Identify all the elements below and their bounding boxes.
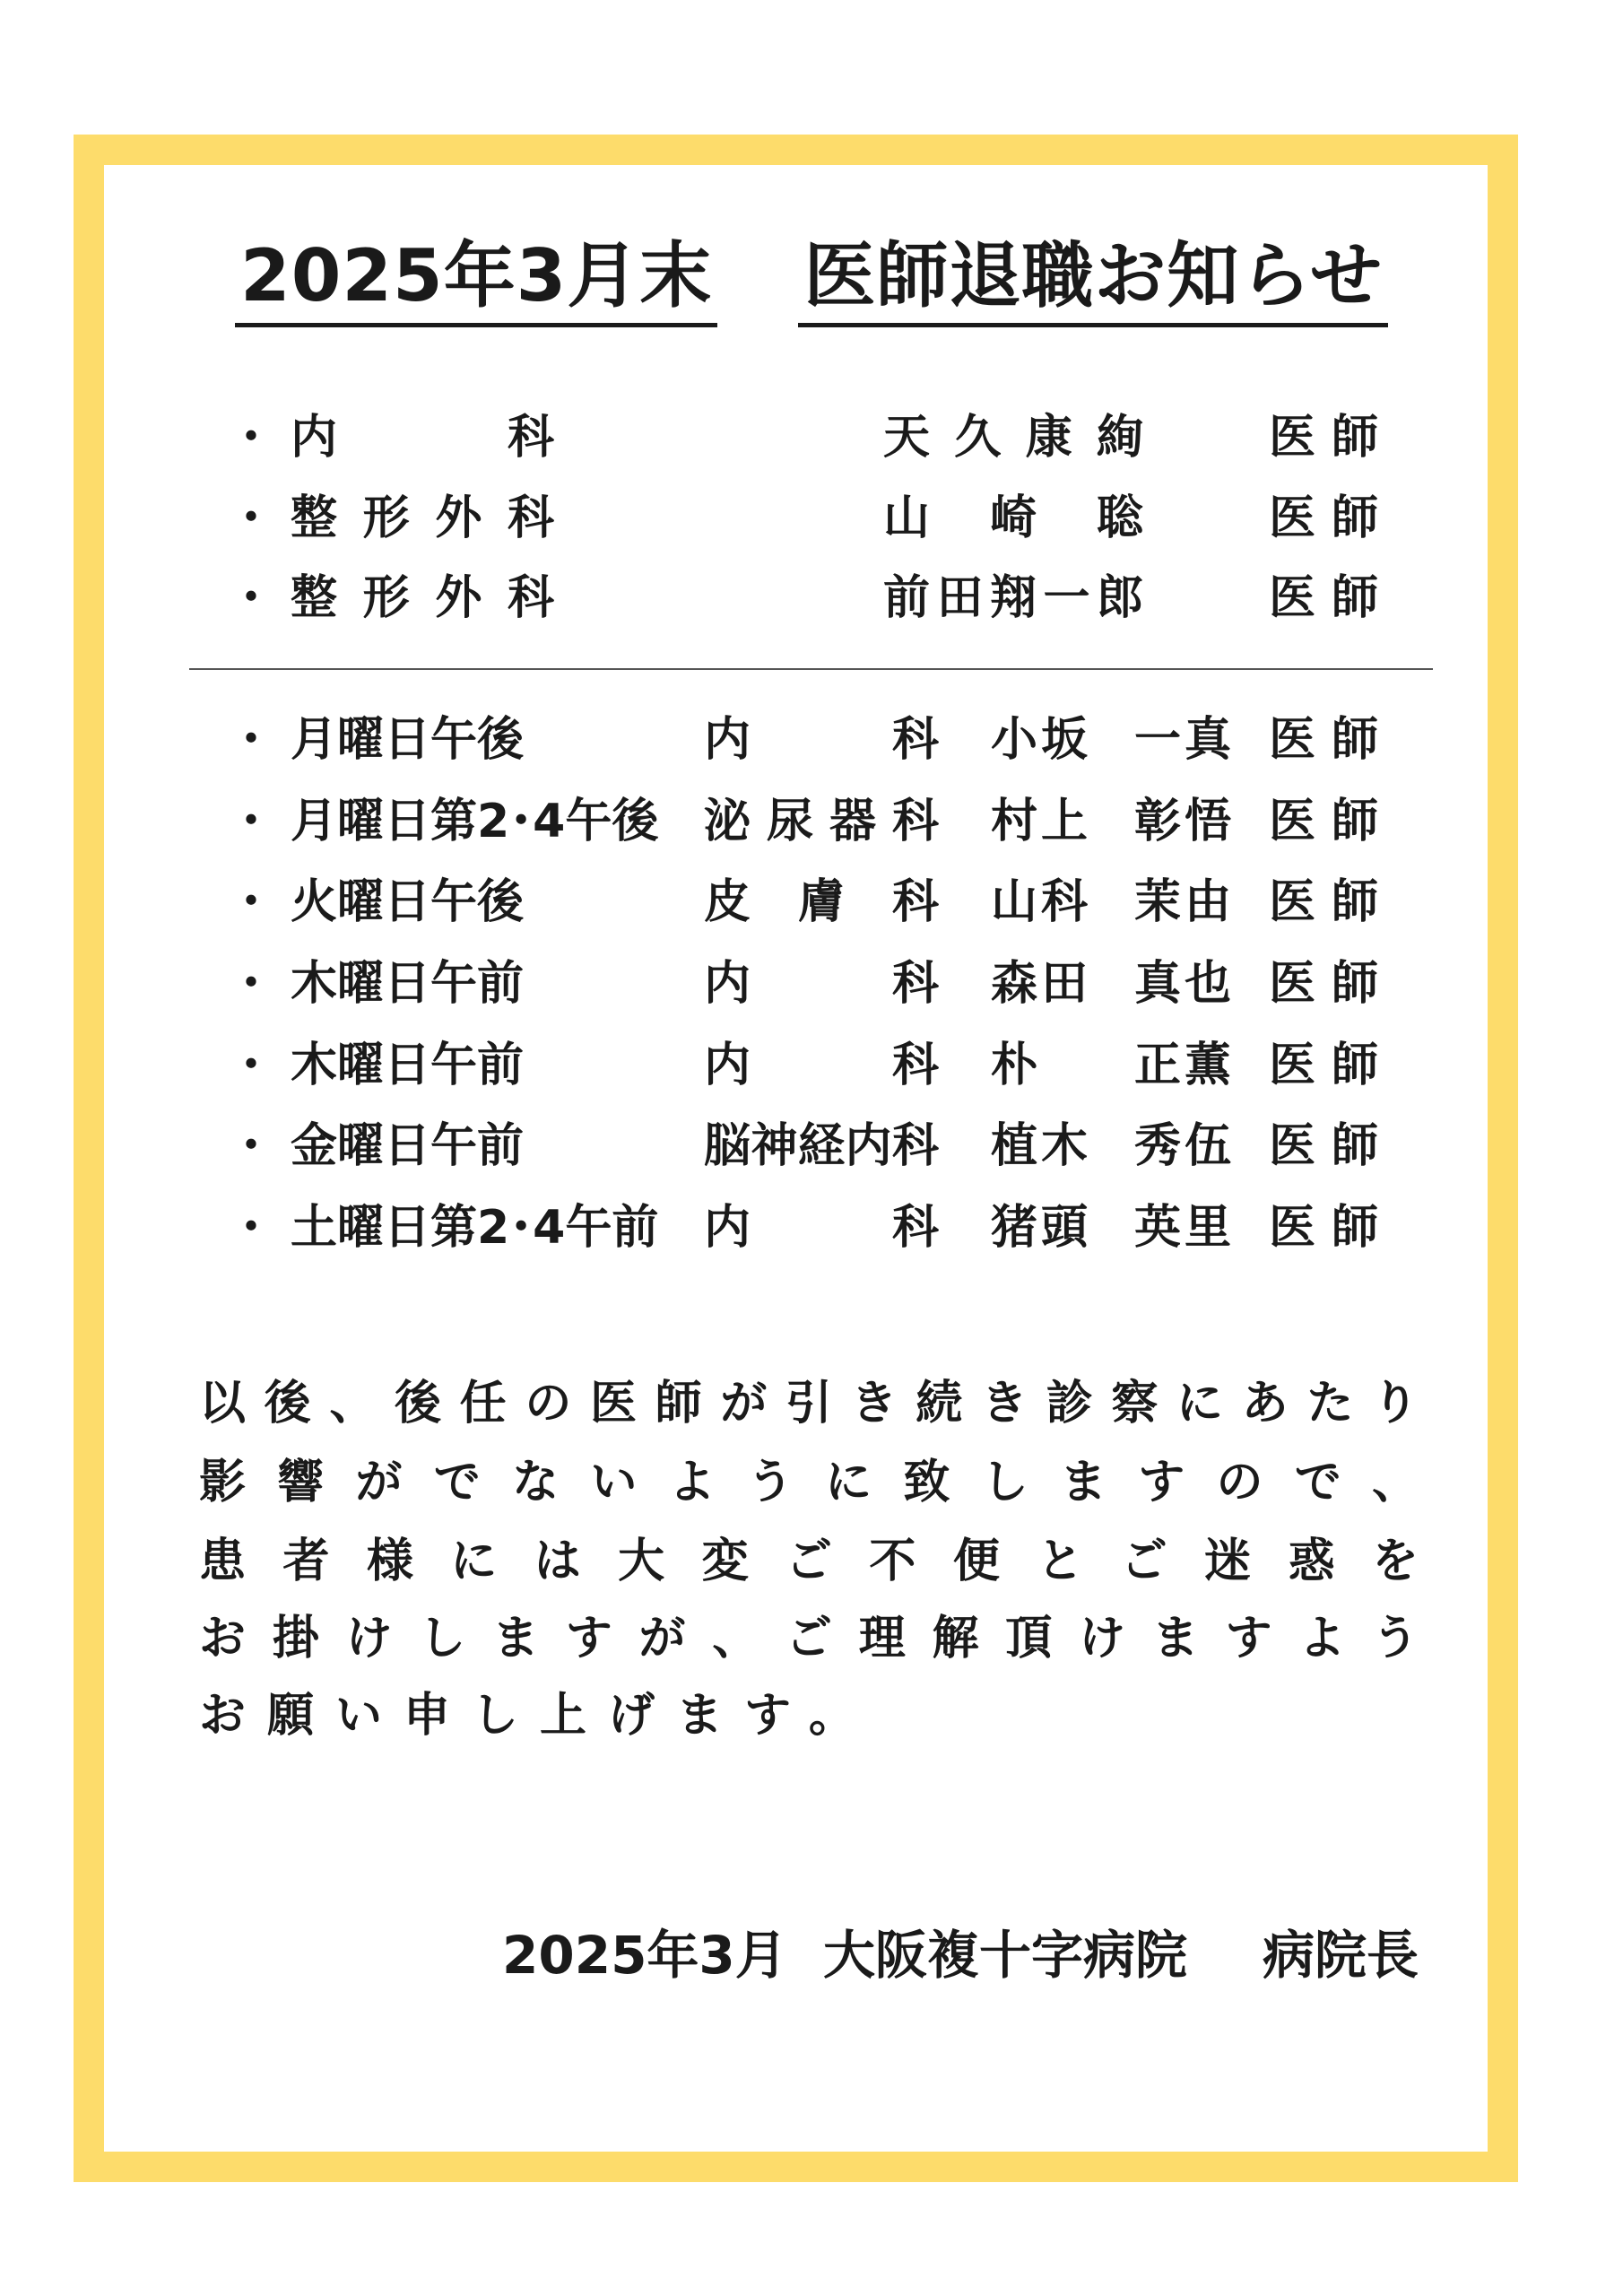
department: 内科: [704, 1201, 939, 1255]
clinic-time: 土曜日第2･4午前: [291, 1201, 659, 1255]
given-name: 英里: [1134, 1201, 1231, 1255]
doctor-title: 医師: [1269, 1119, 1378, 1173]
clinic-time: 木曜日午前: [291, 957, 525, 1011]
family-name: 猪頭: [991, 1201, 1088, 1255]
department: 内科: [704, 957, 939, 1011]
doctor-title: 医師: [1269, 491, 1378, 545]
family-name: 小坂: [991, 713, 1088, 767]
given-name: 一真: [1134, 713, 1231, 767]
given-name: 真也: [1134, 957, 1231, 1011]
message-line: 影響がでないように致しますので、: [199, 1456, 1419, 1509]
department: 内科: [291, 411, 554, 465]
schedule-row: [0, 944, 1623, 1024]
clinic-time: 金曜日午前: [291, 1119, 525, 1173]
clinic-time: 火曜日午後: [291, 875, 525, 929]
department: 内科: [704, 713, 939, 767]
retirement-row: [0, 478, 1623, 559]
department: 整形外科: [291, 491, 554, 545]
department: 整形外科: [291, 571, 554, 625]
doctor-title: 医師: [1269, 411, 1378, 465]
bullet: ・: [228, 491, 275, 545]
family-name: 村上: [991, 795, 1088, 848]
doctor-title: 医師: [1269, 1201, 1378, 1255]
doctor-name: 山崎聡: [883, 491, 1143, 545]
bullet: ・: [228, 571, 275, 625]
schedule-row: [0, 1106, 1623, 1187]
bullet: ・: [228, 1201, 275, 1255]
family-name: 朴: [991, 1039, 1038, 1092]
doctor-title: 医師: [1269, 795, 1378, 848]
schedule-row: [0, 781, 1623, 862]
retirement-row: [0, 397, 1623, 478]
doctor-name: 前田翔一郎: [883, 571, 1143, 625]
bullet: ・: [228, 411, 275, 465]
doctor-title: 医師: [1269, 571, 1378, 625]
hospital-name: 大阪複十字病院: [823, 1925, 1188, 1986]
family-name: 山科: [991, 875, 1088, 929]
bullet: ・: [228, 713, 275, 767]
bullet: ・: [228, 1119, 275, 1173]
page-title: [0, 233, 1623, 319]
given-name: 彰悟: [1134, 795, 1231, 848]
department: 泌尿器科: [704, 795, 939, 848]
schedule-row: [0, 862, 1623, 943]
title-heading: 医師退職お知らせ: [798, 234, 1388, 327]
message-line: 以後、後任の医師が引き続き診察にあたり: [199, 1377, 1419, 1431]
given-name: 秀伍: [1134, 1119, 1231, 1173]
doctor-title: 医師: [1269, 1039, 1378, 1092]
schedule-row: [0, 1187, 1623, 1268]
clinic-time: 木曜日午前: [291, 1039, 525, 1092]
doctor-title: 医師: [1269, 875, 1378, 929]
department: 内科: [704, 1039, 939, 1092]
family-name: 森田: [991, 957, 1088, 1011]
message-line: お願い申し上げます。: [199, 1689, 877, 1743]
signature-date: 2025年3月: [502, 1925, 787, 1986]
clinic-time: 月曜日第2･4午後: [291, 795, 659, 848]
bullet: ・: [228, 795, 275, 848]
title-date: 2025年3月末: [235, 234, 717, 327]
bullet: ・: [228, 957, 275, 1011]
section-divider: [189, 668, 1433, 670]
bullet: ・: [228, 1039, 275, 1092]
schedule-row: [0, 1025, 1623, 1106]
doctor-title: 医師: [1269, 713, 1378, 767]
schedule-row: [0, 700, 1623, 780]
message-line: お掛けしますが、ご理解頂けますよう: [199, 1612, 1419, 1665]
doctor-title: 医師: [1269, 957, 1378, 1011]
given-name: 正薫: [1134, 1039, 1231, 1092]
retirement-row: [0, 558, 1623, 639]
family-name: 植木: [991, 1119, 1088, 1173]
department: 皮膚科: [704, 875, 939, 929]
bullet: ・: [228, 875, 275, 929]
clinic-time: 月曜日午後: [291, 713, 525, 767]
department: 脳神経内科: [704, 1119, 939, 1173]
doctor-name: 天久康絢: [883, 411, 1143, 465]
given-name: 茉由: [1134, 875, 1231, 929]
signer-role: 病院長: [1263, 1925, 1419, 1986]
message-line: 患者様には大変ご不便とご迷惑を: [199, 1535, 1419, 1588]
